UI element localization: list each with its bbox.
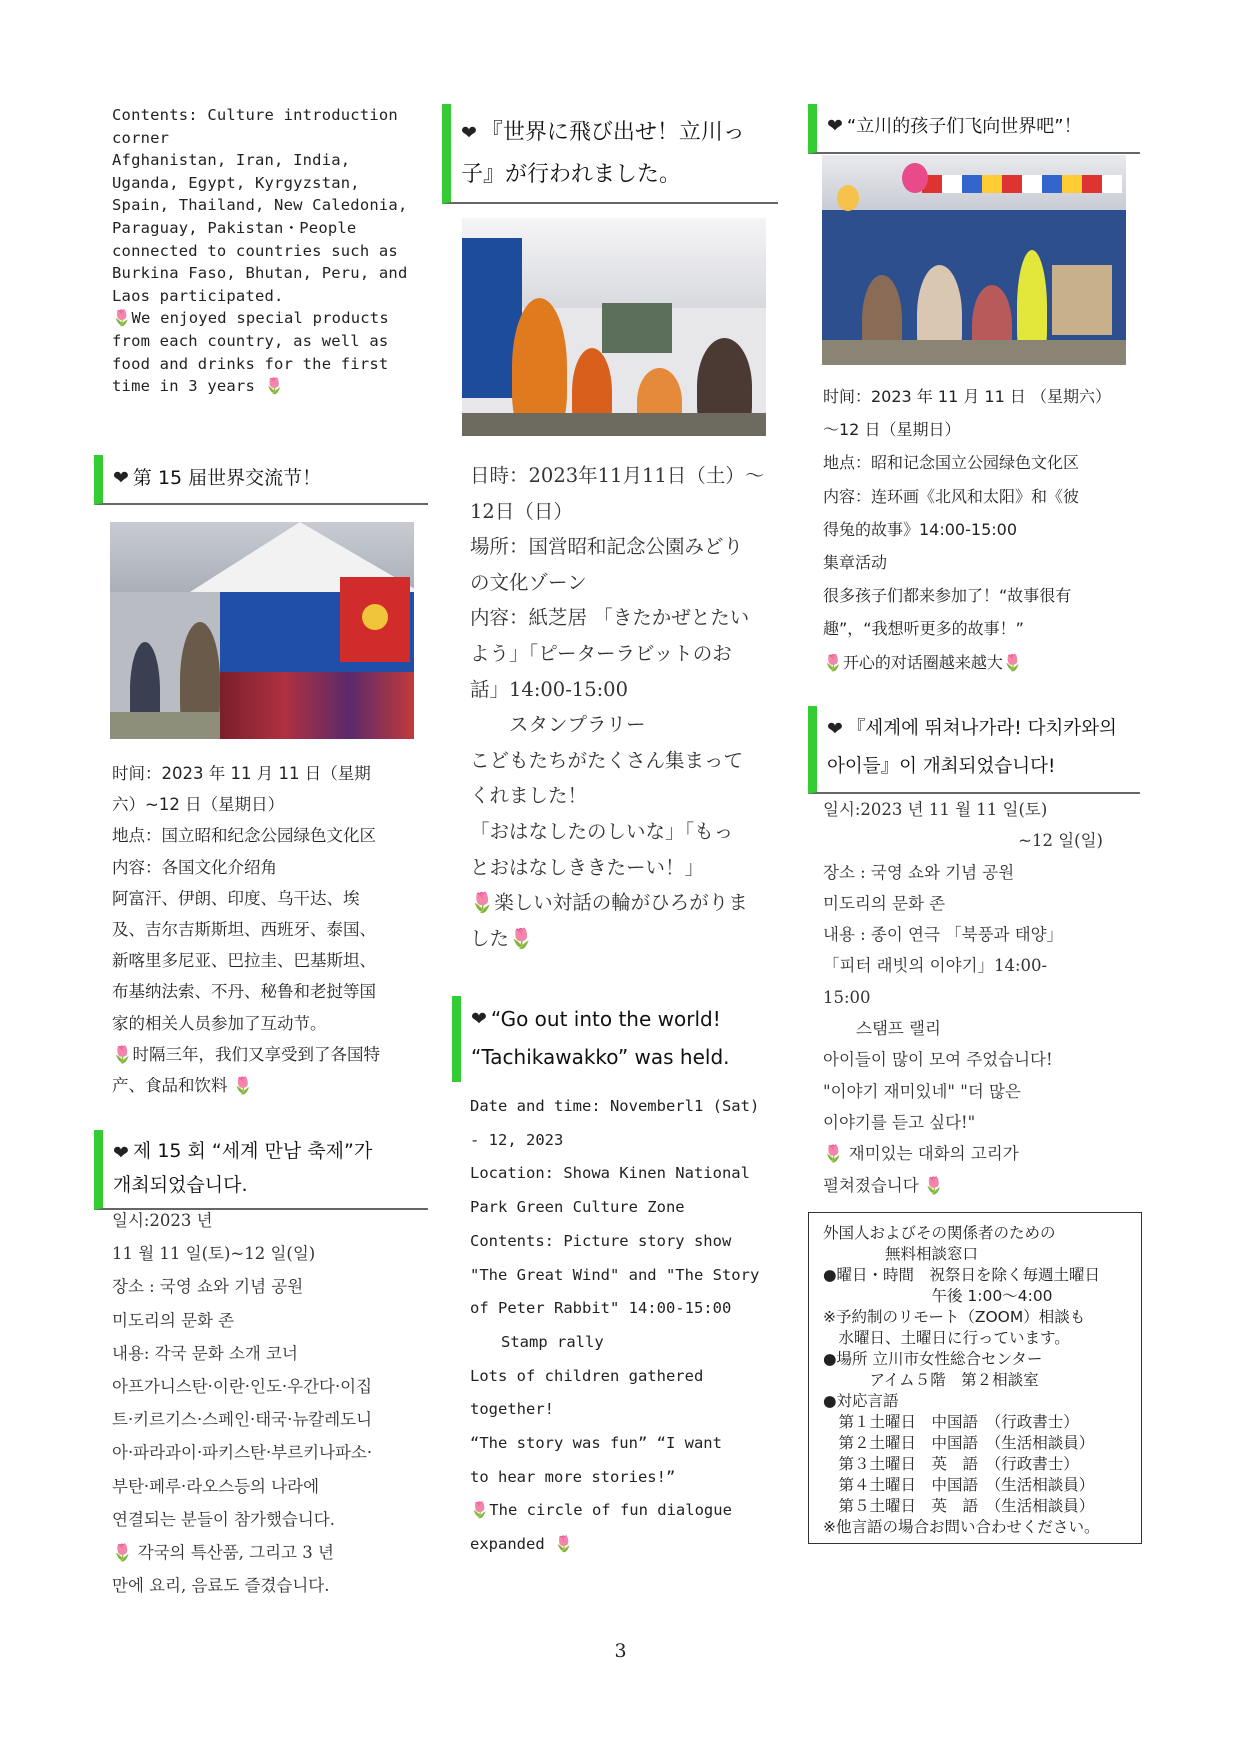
bunting — [922, 175, 1122, 193]
chinese-kids-section — [808, 104, 1140, 154]
chinese-kids-body: 时间：2023 年 11 月 11 日 （星期六） ～12 日（星期日） 地点：昭和记念国立公园绿色文化区 内容：连环画《北风和太阳》和《彼 得兔的故事》14:00-15:00 集章活动 很多孩子们都来参加了！“故事很有 趣”，“我想听更多的故事！” 🌷开心的对话圈越来越大🌷 — [823, 387, 1111, 672]
japanese-event-section — [442, 104, 778, 204]
korean-kids-body: 일시:2023 년 11 월 11 일(토) ~12 일(일) 장소 : 국영 쇼와 기념 공원 미도리의 문화 존 내용 : 종이 연극 「북풍과 태양」 「피터 래빗의 이야기」14:00- 15:00 스탬프 랠리 아이들이 많이 모여 주었습니다! "이야기 재미있네" "더 많은 이야기를 듣고 싶다!" 🌷 재미있는 대화의 고리가 펼쳐졌습니다 🌷 — [823, 800, 1103, 1195]
chinese-kids-heading: ❤ “立川的孩子们飞向世界吧”！ — [808, 104, 1140, 154]
presenter-stand — [602, 303, 672, 353]
heart-icon: ❤ — [471, 1008, 487, 1030]
english-event-heading: ❤ “Go out into the world! “Tachikawakko” was held. — [452, 996, 782, 1082]
page-number: 3 — [614, 1640, 627, 1662]
korean-festival-section — [94, 1130, 428, 1210]
english-event-body: Date and time: Novemberl1 (Sat) - 12, 2023 Location: Showa Kinen National Park Green Culture Zone Contents: Picture story show "The Great Wind" and "The Story of Peter Rabbit" 14:00-15:00 Stamp rally Lots of children gathered together! “The story was fun” “I want to hear more stories!” 🌷The circle of fun dialogue expanded 🌷 — [470, 1097, 760, 1554]
consultation-info-box: 外国人およびその関係者のための 無料相談窓口 ●曜日・時間 祝祭日を除く毎週土曜日 午後 1:00～4:00 ※予約制のリモート（ZOOM）相談も 水曜日、土曜日に行っています。 ●場所 立川市女性総合センター アイム５階 第２相談室 ●対応言語 第１土曜日 中国語 （行政書士） 第２土曜日 中国語 （生活相談員） 第３土曜日 英 語 （行政書士） 第４土曜日 中国語 （生活相談員） 第５土曜日 英 語 （生活相談員） ※他言語の場合お問い合わせください。 — [808, 1212, 1142, 1544]
korean-festival-body: 일시:2023 년 11 월 11 일(토)~12 일(일) 장소 : 국영 쇼와 기념 공원 미도리의 문화 존 내용: 각국 문화 소개 코너 아프가니스탄·이란·인도·우간다·이집 트·키르기스·스페인·태국·뉴칼레도니 아·파라과이·파키스탄·부르키나파소· 부탄·페루·라오스등의 나라에 연결되는 분들이 참가했습니다. 🌷 각국의 특산품, 그리고 3 년 만에 요리, 음료도 즐겼습니다. — [112, 1211, 373, 1596]
english-contents-text: Contents: Culture introduction corner Afghanistan, Iran, India, Uganda, Egypt, Kyrgyzstan, Spain, Thailand, New Caledonia, Paraguay, Pakistan・People connected to countries such as Burkina Faso, Bhutan, Peru, and Laos participated. 🌷We enjoyed special products from each country, as well as food and drinks for the first time in 3 years 🌷 — [112, 106, 408, 396]
ground — [110, 712, 220, 739]
english-event-section — [452, 996, 782, 1082]
heart-icon: ❤ — [461, 122, 477, 144]
ground — [822, 340, 1126, 365]
stall-table — [220, 672, 414, 739]
balloon — [837, 185, 859, 211]
korean-kids-section — [808, 706, 1140, 794]
japanese-event-heading: ❤ 『世界に飛び出せ！立川っ 子』が行われました。 — [442, 104, 778, 204]
children-in-tent-photo — [822, 155, 1126, 365]
heart-icon: ❤ — [113, 467, 129, 489]
chinese-festival-body: 时间：2023 年 11 月 11 日（星期 六）~12 日（星期日） 地点：国立昭和纪念公园绿色文化区 内容：各国文化介绍角 阿富汗、伊朗、印度、乌干达、埃 及、吉尔吉斯斯坦、西班牙、泰国、 新喀里多尼亚、巴拉圭、巴基斯坦、 布基纳法索、不丹、秘鲁和老挝等国 家的相关人员参加了互动节。 🌷时隔三年，我们又享受到了各国特 产、食品和饮料 🌷 — [112, 764, 381, 1096]
flag-emblem — [362, 604, 388, 630]
column-1 — [112, 104, 432, 398]
korean-kids-heading: ❤ 『세계에 뛰쳐나가라! 다치카와의 아이들』이 개최되었습니다! — [808, 706, 1140, 794]
cardboard-box — [1052, 265, 1112, 335]
balloon — [902, 163, 928, 193]
storytelling-tent-photo — [462, 218, 766, 436]
korean-festival-heading: ❤ 제 15 회 “세계 만남 축제”가 개최되었습니다. — [94, 1130, 428, 1210]
festival-stall-photo — [110, 522, 414, 739]
heart-icon: ❤ — [827, 718, 843, 740]
chinese-festival-section — [94, 455, 428, 505]
ground — [462, 413, 766, 436]
heart-icon: ❤ — [113, 1142, 129, 1164]
japanese-event-body: 日時：2023年11月11日（土）～ 12日（日） 場所：国営昭和記念公園みどり の文化ゾーン 内容：紙芝居 「きたかぜとたい よう」「ピーターラビットのお 話」14:00-15:00 スタンプラリー こどもたちがたくさん集まって くれました！ 「おはなしたのしいな」「もっ とおはなしききたーい！」 🌷楽しい対話の輪がひろがりま した🌷 — [470, 464, 765, 950]
chinese-festival-heading: ❤ 第 15 届世界交流节！ — [94, 455, 428, 505]
heart-icon: ❤ — [827, 115, 843, 137]
